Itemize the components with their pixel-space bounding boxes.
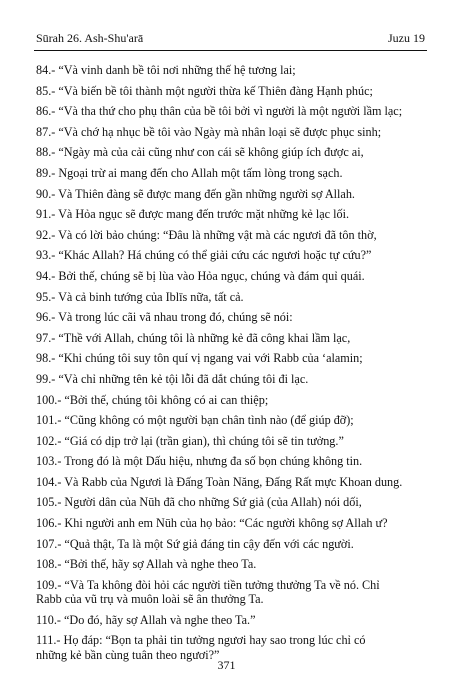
verse-89: 89.- Ngoại trừ ai mang đến cho Allah một tấm lòng trong sạch. (36, 165, 343, 180)
verse-106: 106.- Khi người anh em Nūh của họ bảo: “Các người không sợ Allah ư? (36, 516, 388, 531)
verse-86: 86.- “Và tha thứ cho phụ thân của bề tôi bởi vì người là một người lầm lạc; (36, 104, 403, 119)
verse-90: 90.- Và Thiên đàng sẽ được mang đến gần những người sợ Allah. (36, 186, 355, 201)
verse-85: 85.- “Và biến bề tôi thành một người thừa kế Thiên đàng Hạnh phúc; (36, 83, 373, 98)
verse-91: 91.- Và Hỏa ngục sẽ được mang đến trước mặt những kẻ lạc lối. (36, 207, 350, 222)
verse-110: 110.- “Do đó, hãy sợ Allah và nghe theo Ta.” (36, 612, 256, 627)
verse-99: 99.- “Và chỉ những tên kẻ tội lỗi đã dắt chúng tôi đi lạc. (36, 371, 309, 386)
verse-98: 98.- “Khi chúng tôi suy tôn quí vị ngang vai với Rabb của ‘alamin; (36, 351, 363, 366)
verse-87: 87.- “Và chớ hạ nhục bề tôi vào Ngày mà nhân loại sẽ được phục sinh; (36, 124, 382, 139)
verse-101: 101.- “Cũng không có một người bạn chân tình nào (để giúp đỡ); (36, 413, 354, 428)
page-number: 371 (217, 658, 236, 672)
verse-109 (36, 575, 427, 610)
verse-107: 107.- “Quả thật, Ta là một Sứ giả đáng tin cậy đến với các người. (36, 536, 354, 551)
page-header (36, 31, 425, 46)
verse-108: 108.- “Bởi thế, hãy sợ Allah và nghe theo Ta. (36, 557, 257, 572)
surah-title: Sūrah 26. Ash-Shu'arā (36, 31, 144, 45)
verse-95: 95.- Và cả binh tướng của Iblīs nữa, tất cả. (36, 289, 244, 304)
verse-97: 97.- “Thề với Allah, chúng tôi là những kẻ đã công khai lầm lạc, (36, 330, 351, 345)
verse-109-line2: Rabb của vũ trụ và muôn loài sẽ ân thưởng Ta. (36, 592, 264, 607)
verse-109-line1: 109.- “Và Ta không đòi hỏi các người tiền tưởng thưởng Ta về nó. Chỉ (36, 577, 380, 592)
verse-94: 94.- Bởi thế, chúng sẽ bị lùa vào Hỏa ngục, chúng và đám quỉ quái. (36, 268, 365, 283)
juz-label: Juzu 19 (388, 31, 425, 45)
verse-103: 103.- Trong đó là một Dấu hiệu, nhưng đa số bọn chúng không tin. (36, 454, 363, 469)
header-rule (34, 50, 427, 51)
verse-100: 100.- “Bởi thế, chúng tôi không có ai can thiệp; (36, 392, 269, 407)
verse-84: 84.- “Và vinh danh bề tôi nơi những thế hệ tương lai; (36, 63, 296, 77)
verse-105: 105.- Người dân của Nūh đã cho những Sứ giả (của Allah) nói dối, (36, 495, 362, 510)
verse-104: 104.- Và Rabb của Ngươi là Đấng Toàn Năng, Đấng Rất mực Khoan dung. (36, 474, 403, 489)
verse-92: 92.- Và có lời bảo chúng: “Đâu là những vật mà các ngươi đã tôn thờ, (36, 227, 377, 242)
verse-88: 88.- “Ngày mà của cải cũng như con cái sẽ không giúp ích được ai, (36, 145, 364, 160)
verse-102: 102.- “Giá có dịp trở lại (trần gian), thì chúng tôi sẽ tin tưởng.” (36, 433, 344, 448)
verse-list (36, 60, 427, 665)
verse-93: 93.- “Khác Allah? Há chúng có thể giải cứu các ngươi hoặc tự cứu?” (36, 248, 372, 263)
verse-111-line1: 111.- Họ đáp: “Bọn ta phải tin tưởng ngươi hay sao trong lúc chỉ có (36, 633, 366, 648)
verse-111-line2: những kẻ bần cùng tuân theo ngươi?” (36, 647, 220, 662)
verse-96: 96.- Và trong lúc cãi vã nhau trong đó, chúng sẽ nói: (36, 310, 293, 325)
